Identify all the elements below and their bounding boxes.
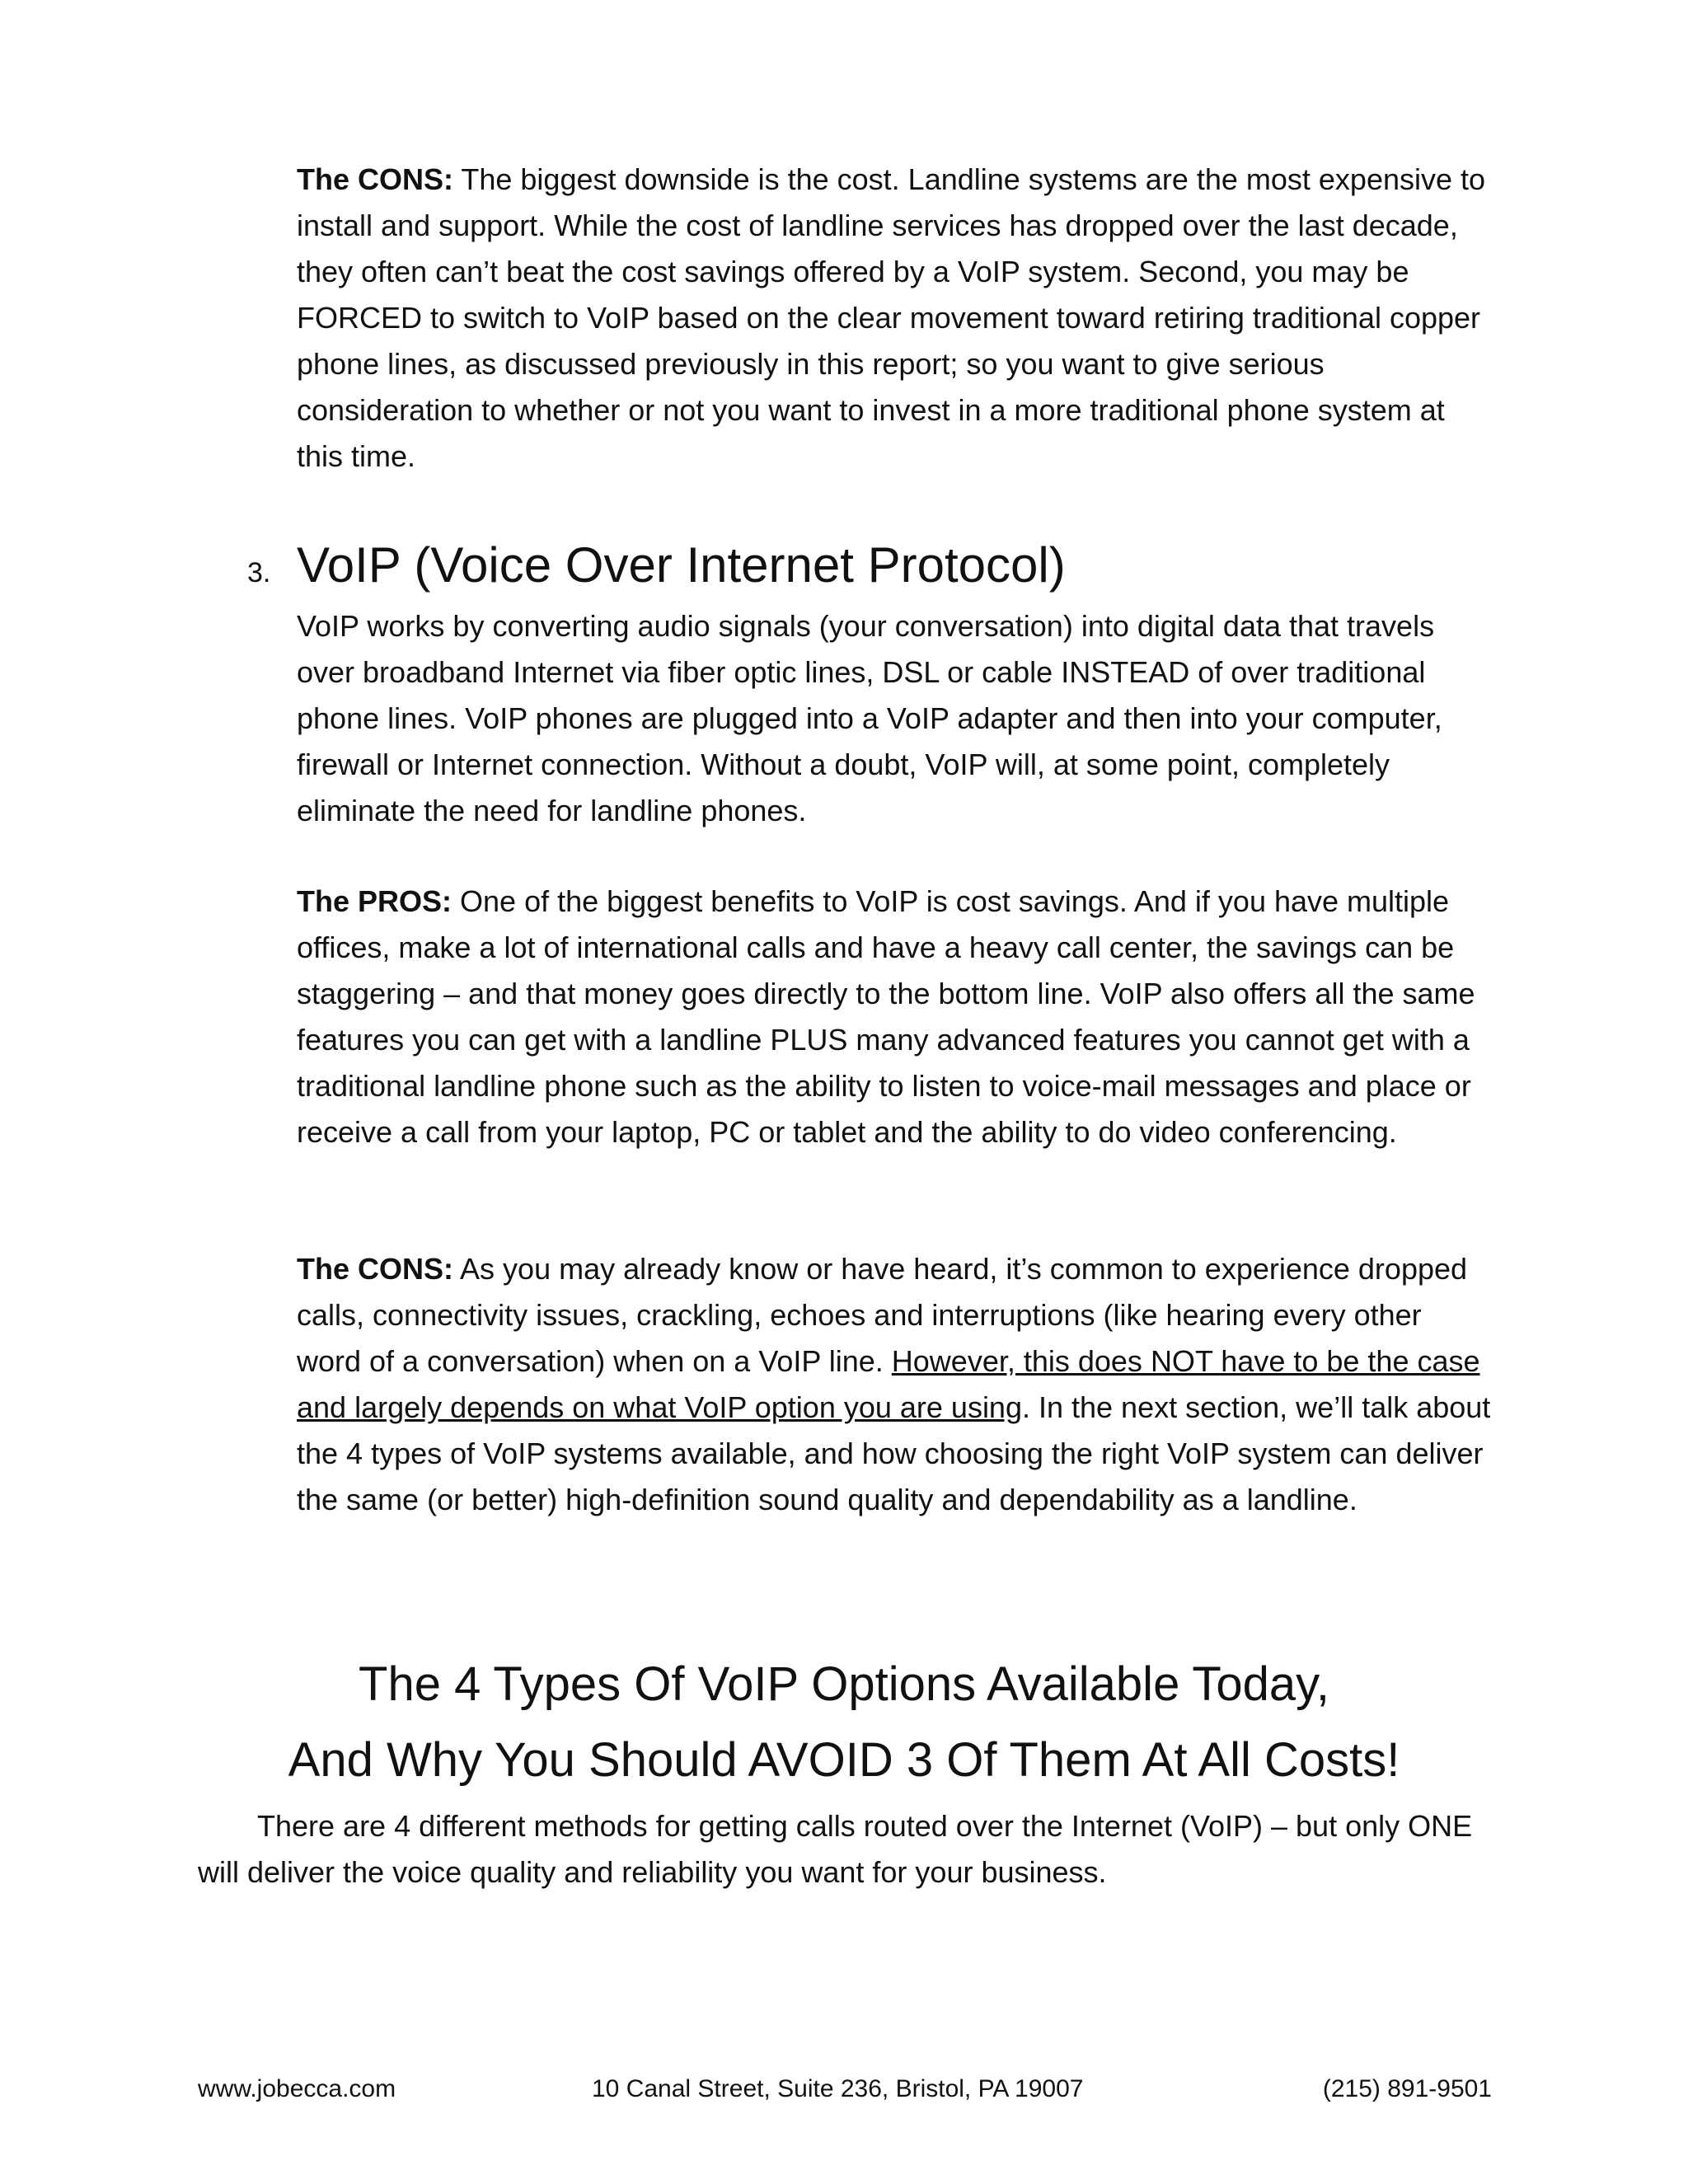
cons-text-after: . In the next section, we’ll talk about the 4 types of VoIP systems available, and how choosing the right VoIP system can deliver the same (or better) high-definition sound quality and dependability as a landline. xyxy=(297,1390,1491,1516)
types-heading-line-1: The 4 Types Of VoIP Options Available Today, xyxy=(359,1657,1329,1711)
footer-phone: (215) 891-9501 xyxy=(1322,2075,1492,2102)
cons-underlined-text: However, this does NOT have to be the case and largely depends on what VoIP option you are using xyxy=(297,1344,1480,1424)
cons-label: The CONS: xyxy=(297,162,454,196)
cons-paragraph-voip xyxy=(297,1246,1492,1523)
voip-intro-paragraph: VoIP works by converting audio signals (your conversation) into digital data that travels over broadband Internet via fiber optic lines, DSL or cable INSTEAD of over traditional phone lines. VoIP phones are plugged into a VoIP adapter and then into your computer, firewall or Internet connection. Without a doubt, VoIP will, at some point, completely eliminate the need for landline phones. xyxy=(297,609,1442,827)
footer-website: www.jobecca.com xyxy=(198,2075,396,2102)
section-title: VoIP (Voice Over Internet Protocol) xyxy=(297,537,1066,593)
footer-address: 10 Canal Street, Suite 236, Bristol, PA 19007 xyxy=(592,2075,1084,2102)
types-heading-line-2: And Why You Should AVOID 3 Of Them At All Costs! xyxy=(288,1733,1400,1787)
types-intro-paragraph: There are 4 different methods for getting calls routed over the Internet (VoIP) – but only ONE will deliver the voice quality and reliability you want for your business. xyxy=(198,1809,1473,1889)
section-heading-voip xyxy=(247,534,1492,600)
cons-label-voip: The CONS: xyxy=(297,1252,454,1286)
section-number: 3. xyxy=(247,557,271,588)
pros-text: One of the biggest benefits to VoIP is cost savings. And if you have multiple offices, make a lot of international calls and have a heavy call center, the savings can be staggering – and that money goes directly to the bottom line. VoIP also offers all the same features you can get with a landline PLUS many advanced features you cannot get with a traditional landline phone such as the ability to listen to voice-mail messages and place or receive a call from your laptop, PC or tablet and the ability to do video conferencing. xyxy=(297,884,1475,1149)
cons-text: The biggest downside is the cost. Landline systems are the most expensive to install and support. While the cost of landline services has dropped over the last decade, they often can’t beat the cost savings offered by a VoIP system. Second, you may be FORCED to switch to VoIP based on the clear movement toward retiring traditional copper phone lines, as discussed previously in this report; so you want to give serious consideration to whether or not you want to invest in a more traditional phone system at this time. xyxy=(297,162,1486,473)
pros-label: The PROS: xyxy=(297,884,452,918)
cons-text-before: As you may already know or have heard, it’s common to experience dropped calls, connectivity issues, crackling, echoes and interruptions (like hearing every other word of a conversation) when on a VoIP line. xyxy=(297,1252,1468,1378)
pros-paragraph xyxy=(297,879,1492,1155)
page-footer xyxy=(198,2075,1492,2111)
cons-paragraph-landline xyxy=(297,157,1492,480)
